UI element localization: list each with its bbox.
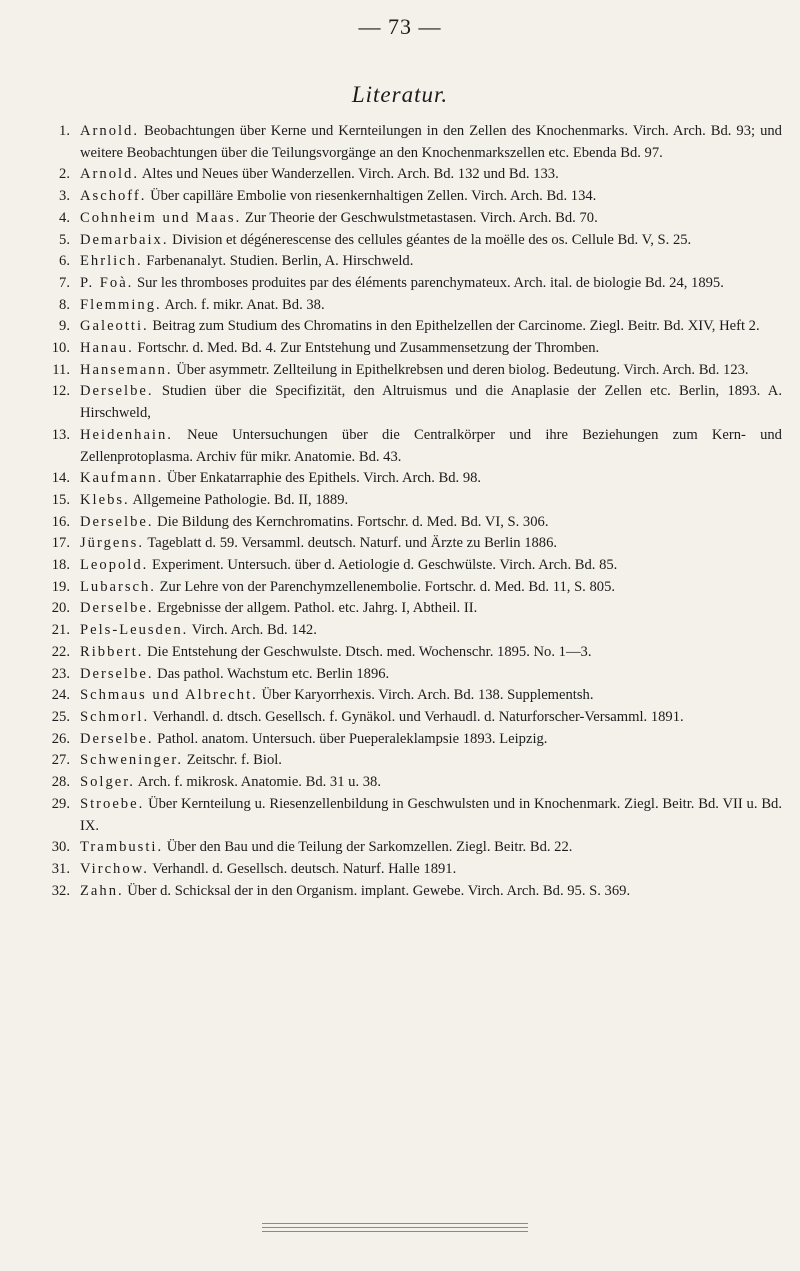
reference-number: 26. xyxy=(51,730,70,747)
reference-entry xyxy=(40,620,782,642)
reference-author: Schmaus und Albrecht. xyxy=(80,687,258,704)
reference-author: Arnold. xyxy=(80,123,139,139)
reference-text: Sur les thromboses produites par des éléments parenchymateux. Arch. ital. de biologie Bd. 24, 1895. xyxy=(137,274,724,291)
reference-entry xyxy=(40,794,782,837)
reference-text: Die Bildung des Kernchromatins. Fortschr. d. Med. Bd. VI, S. 306. xyxy=(157,513,549,530)
reference-number: 30. xyxy=(51,839,70,856)
reference-entry xyxy=(40,273,782,295)
reference-number: 8. xyxy=(59,296,70,313)
reference-number: 28. xyxy=(51,774,70,791)
reference-number: 4. xyxy=(59,209,70,226)
reference-text: Das pathol. Wachstum etc. Berlin 1896. xyxy=(157,665,390,682)
reference-number: 32. xyxy=(51,882,70,899)
reference-number: 22. xyxy=(51,643,70,660)
reference-author: Derselbe. xyxy=(80,730,154,747)
reference-text: Experiment. Untersuch. über d. Aetiologie d. Geschwülste. Virch. Arch. Bd. 85. xyxy=(151,557,618,574)
reference-text: Über Enkatarraphie des Epithels. Virch. Arch. Bd. 98. xyxy=(166,470,482,487)
reference-text: Beitrag zum Studium des Chromatins in den Epithelzellen der Carcinome. Ziegl. Beitr. Bd. XIV, Heft 2. xyxy=(152,318,760,335)
reference-number: 5. xyxy=(59,231,70,248)
reference-entry xyxy=(40,316,782,338)
reference-list xyxy=(40,121,782,902)
reference-text: Studien über die Specifizität, den Altruismus und die Anaplasie der Zellen etc. Berlin, 1893. A. Hirschweld, xyxy=(80,383,782,422)
reference-number: 29. xyxy=(51,795,70,812)
reference-entry xyxy=(40,772,782,794)
reference-entry xyxy=(40,490,782,512)
reference-author: Heidenhain. xyxy=(80,426,173,443)
reference-entry xyxy=(40,121,782,164)
reference-entry xyxy=(40,381,782,424)
reference-text: Pathol. anatom. Untersuch. über Pueperaleklampsie 1893. Leipzig. xyxy=(157,730,548,747)
reference-author: Cohnheim und Maas. xyxy=(80,209,242,226)
reference-text: Neue Untersuchungen über die Centralkörper und ihre Beziehungen zum Kern- und Zellenprotoplasma. Archiv für mikr. Anatomie. Bd. 43. xyxy=(80,426,782,465)
reference-number: 25. xyxy=(51,708,70,725)
reference-number: 17. xyxy=(51,535,70,552)
reference-number: 18. xyxy=(51,557,70,574)
reference-entry xyxy=(40,468,782,490)
reference-author: Derselbe. xyxy=(80,665,154,682)
reference-text: Beobachtungen über Kerne und Kernteilungen in den Zellen des Knochenmarks. Virch. Arch. Bd. 93; und weitere Beobachtungen über die Teilungsvorgänge an den Knochenmarkszellen etc. Ebenda Bd. 97. xyxy=(80,123,782,161)
reference-entry xyxy=(40,338,782,360)
reference-author: Solger. xyxy=(80,774,135,791)
reference-author: Jürgens. xyxy=(80,535,144,552)
reference-entry xyxy=(40,837,782,859)
reference-entry xyxy=(40,664,782,686)
reference-author: P. Foà. xyxy=(80,274,134,291)
reference-number: 23. xyxy=(51,665,70,682)
reference-author: Leopold. xyxy=(80,557,149,574)
reference-entry xyxy=(40,208,782,230)
end-rule xyxy=(262,1231,528,1232)
reference-text: Verhandl. d. dtsch. Gesellsch. f. Gynäkol. und Verhaudl. d. Naturforscher-Versamml. 1891. xyxy=(152,708,684,725)
reference-entry xyxy=(40,425,782,468)
reference-number: 2. xyxy=(59,166,70,183)
reference-number: 9. xyxy=(59,318,70,335)
reference-number: 20. xyxy=(51,600,70,617)
reference-text: Fortschr. d. Med. Bd. 4. Zur Entstehung und Zusammensetzung der Thromben. xyxy=(137,340,600,357)
reference-text: Zur Lehre von der Parenchymzellenembolie. Fortschr. d. Med. Bd. 11, S. 805. xyxy=(159,578,616,595)
reference-number: 16. xyxy=(51,513,70,530)
reference-author: Stroebe. xyxy=(80,795,145,812)
reference-text: Über Kernteilung u. Riesenzellenbildung in Geschwulsten und in Knochenmark. Ziegl. Beitr. Bd. VII u. Bd. IX. xyxy=(80,795,782,834)
end-rule xyxy=(262,1223,528,1224)
reference-entry xyxy=(40,707,782,729)
reference-entry xyxy=(40,230,782,252)
reference-author: Hanau. xyxy=(80,340,134,357)
reference-entry xyxy=(40,533,782,555)
reference-entry xyxy=(40,295,782,317)
reference-entry xyxy=(40,555,782,577)
reference-text: Über capilläre Embolie von riesenkernhaltigen Zellen. Virch. Arch. Bd. 134. xyxy=(150,188,597,205)
reference-entry xyxy=(40,642,782,664)
reference-number: 11. xyxy=(52,361,70,378)
reference-author: Hansemann. xyxy=(80,361,173,378)
reference-text: Arch. f. mikrosk. Anatomie. Bd. 31 u. 38. xyxy=(137,774,382,791)
reference-author: Schmorl. xyxy=(80,708,150,725)
reference-number: 7. xyxy=(59,274,70,291)
reference-entry xyxy=(40,164,782,186)
reference-text: Tageblatt d. 59. Versamml. deutsch. Naturf. und Ärzte zu Berlin 1886. xyxy=(147,535,558,552)
reference-author: Arnold. xyxy=(80,166,139,183)
reference-entry xyxy=(40,685,782,707)
reference-text: Über den Bau und die Teilung der Sarkomzellen. Ziegl. Beitr. Bd. 22. xyxy=(166,839,573,856)
reference-text: Farbenanalyt. Studien. Berlin, A. Hirschweld. xyxy=(146,253,414,270)
reference-author: Derselbe. xyxy=(80,513,154,530)
reference-text: Die Entstehung der Geschwulste. Dtsch. med. Wochenschr. 1895. No. 1—3. xyxy=(147,643,592,660)
reference-author: Derselbe. xyxy=(80,383,154,400)
reference-author: Pels-Leusden. xyxy=(80,622,189,639)
reference-entry xyxy=(40,186,782,208)
reference-text: Allgemeine Pathologie. Bd. II, 1889. xyxy=(132,491,349,508)
reference-number: 15. xyxy=(51,491,70,508)
reference-author: Zahn. xyxy=(80,882,124,899)
reference-number: 14. xyxy=(51,470,70,487)
reference-entry xyxy=(40,729,782,751)
reference-entry xyxy=(40,750,782,772)
end-rule xyxy=(262,1227,528,1228)
reference-entry xyxy=(40,512,782,534)
reference-entry xyxy=(40,251,782,273)
reference-author: Trambusti. xyxy=(80,839,164,856)
reference-text: Zeitschr. f. Biol. xyxy=(186,752,282,769)
reference-text: Über asymmetr. Zellteilung in Epithelkrebsen und deren biolog. Bedeutung. Virch. Arch. Bd. 123. xyxy=(176,361,749,378)
reference-number: 31. xyxy=(51,860,70,877)
reference-text: Zur Theorie der Geschwulstmetastasen. Virch. Arch. Bd. 70. xyxy=(244,209,598,226)
reference-author: Schweninger. xyxy=(80,752,184,769)
reference-entry xyxy=(40,360,782,382)
reference-author: Aschoff. xyxy=(80,188,147,205)
reference-number: 27. xyxy=(51,752,70,769)
page-title: Literatur. xyxy=(351,82,449,107)
reference-number: 1. xyxy=(59,123,70,139)
reference-number: 3. xyxy=(59,188,70,205)
reference-number: 13. xyxy=(51,426,70,443)
reference-number: 19. xyxy=(51,578,70,595)
reference-author: Lubarsch. xyxy=(80,578,156,595)
reference-author: Flemming. xyxy=(80,296,162,313)
page-number: — 73 — xyxy=(358,14,442,39)
reference-text: Division et dégénerescense des cellules géantes de la moëlle des os. Cellule Bd. V, S. 25. xyxy=(172,231,692,248)
reference-author: Kaufmann. xyxy=(80,470,164,487)
reference-text: Altes und Neues über Wanderzellen. Virch. Arch. Bd. 132 und Bd. 133. xyxy=(141,166,559,183)
reference-author: Klebs. xyxy=(80,491,130,508)
reference-number: 24. xyxy=(51,687,70,704)
reference-entry xyxy=(40,577,782,599)
reference-number: 21. xyxy=(51,622,70,639)
reference-text: Verhandl. d. Gesellsch. deutsch. Naturf. Halle 1891. xyxy=(152,860,457,877)
reference-text: Arch. f. mikr. Anat. Bd. 38. xyxy=(164,296,325,313)
reference-entry xyxy=(40,598,782,620)
reference-text: Virch. Arch. Bd. 142. xyxy=(191,622,317,639)
reference-author: Derselbe. xyxy=(80,600,154,617)
reference-number: 12. xyxy=(51,383,70,400)
reference-author: Demarbaix. xyxy=(80,231,169,248)
reference-text: Ergebnisse der allgem. Pathol. etc. Jahrg. I, Abtheil. II. xyxy=(157,600,478,617)
reference-entry xyxy=(40,859,782,881)
reference-number: 10. xyxy=(51,340,70,357)
reference-number: 6. xyxy=(59,253,70,270)
reference-author: Ehrlich. xyxy=(80,253,143,270)
reference-author: Virchow. xyxy=(80,860,149,877)
reference-author: Ribbert. xyxy=(80,643,144,660)
reference-entry xyxy=(40,881,782,903)
reference-author: Galeotti. xyxy=(80,318,149,335)
reference-text: Über Karyorrhexis. Virch. Arch. Bd. 138. Supplementsh. xyxy=(261,687,594,704)
reference-text: Über d. Schicksal der in den Organism. implant. Gewebe. Virch. Arch. Bd. 95. S. 369. xyxy=(127,882,631,899)
